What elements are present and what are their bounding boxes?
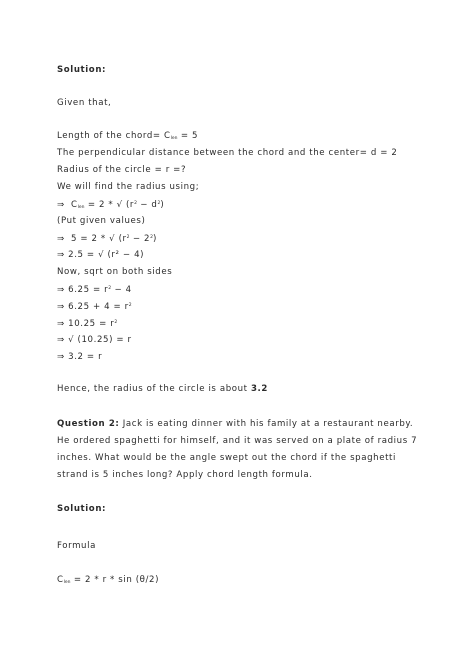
formula-step-line: ⇒ $C_{len} = 2$ * √ $(r^2 - d^2)$ (57, 200, 165, 210)
solution-heading: Solution: (57, 65, 107, 75)
divide-step-line: ⇒ 2.5 = √ (r² − 4) (57, 250, 145, 260)
chord-formula-line: $C_{len} = 2 * r * \sin (\theta/2)$ (57, 575, 160, 585)
method-line: We will find the radius using; (57, 182, 200, 192)
question-2-line-4: strand is 5 inches long? Apply chord length formula. (57, 470, 313, 480)
question-2-line-2: He ordered spaghetti for himself, and it was served on a plate of radius 7 (57, 436, 418, 446)
given-text: Given that, (57, 98, 112, 108)
radius-unknown-line: Radius of the circle = r =? (57, 165, 187, 175)
sqrt-both-sides-line: Now, sqrt on both sides (57, 267, 173, 277)
root-step-line: ⇒ √ (10.25) = r (57, 335, 132, 345)
perpendicular-distance-line: The perpendicular distance between the chord and the center= d = 2 (57, 148, 398, 158)
question-2-line-3: inches. What would be the angle swept out the chord if the spaghetti (57, 453, 397, 463)
result-step-line: ⇒ 3.2 = r (57, 352, 103, 362)
conclusion-value: 3.2 (250, 384, 268, 394)
solution-2-heading: Solution: (57, 504, 107, 514)
question-2-line-1: Question 2: Jack is eating dinner with his family at a restaurant nearby. (57, 419, 414, 429)
sum-step-line: ⇒ $10.25 = r^2$ (57, 319, 118, 329)
square-step-line: ⇒ $6.25 = r^2 - 4$ (57, 285, 132, 295)
question-2-label: Question 2: (57, 419, 120, 429)
put-values-line: (Put given values) (57, 216, 146, 226)
conclusion-line: Hence, the radius of the circle is about 3.2 (57, 384, 268, 394)
chord-length-line: Length of the chord= $C_{len} = 5$ (57, 131, 199, 141)
substitution-step-line: ⇒ 5 = 2 * √ $(r^2 - 2^2)$ (57, 234, 157, 244)
add-step-line: ⇒ $6.25 + 4 = r^2$ (57, 302, 132, 312)
formula-label: Formula (57, 541, 96, 551)
